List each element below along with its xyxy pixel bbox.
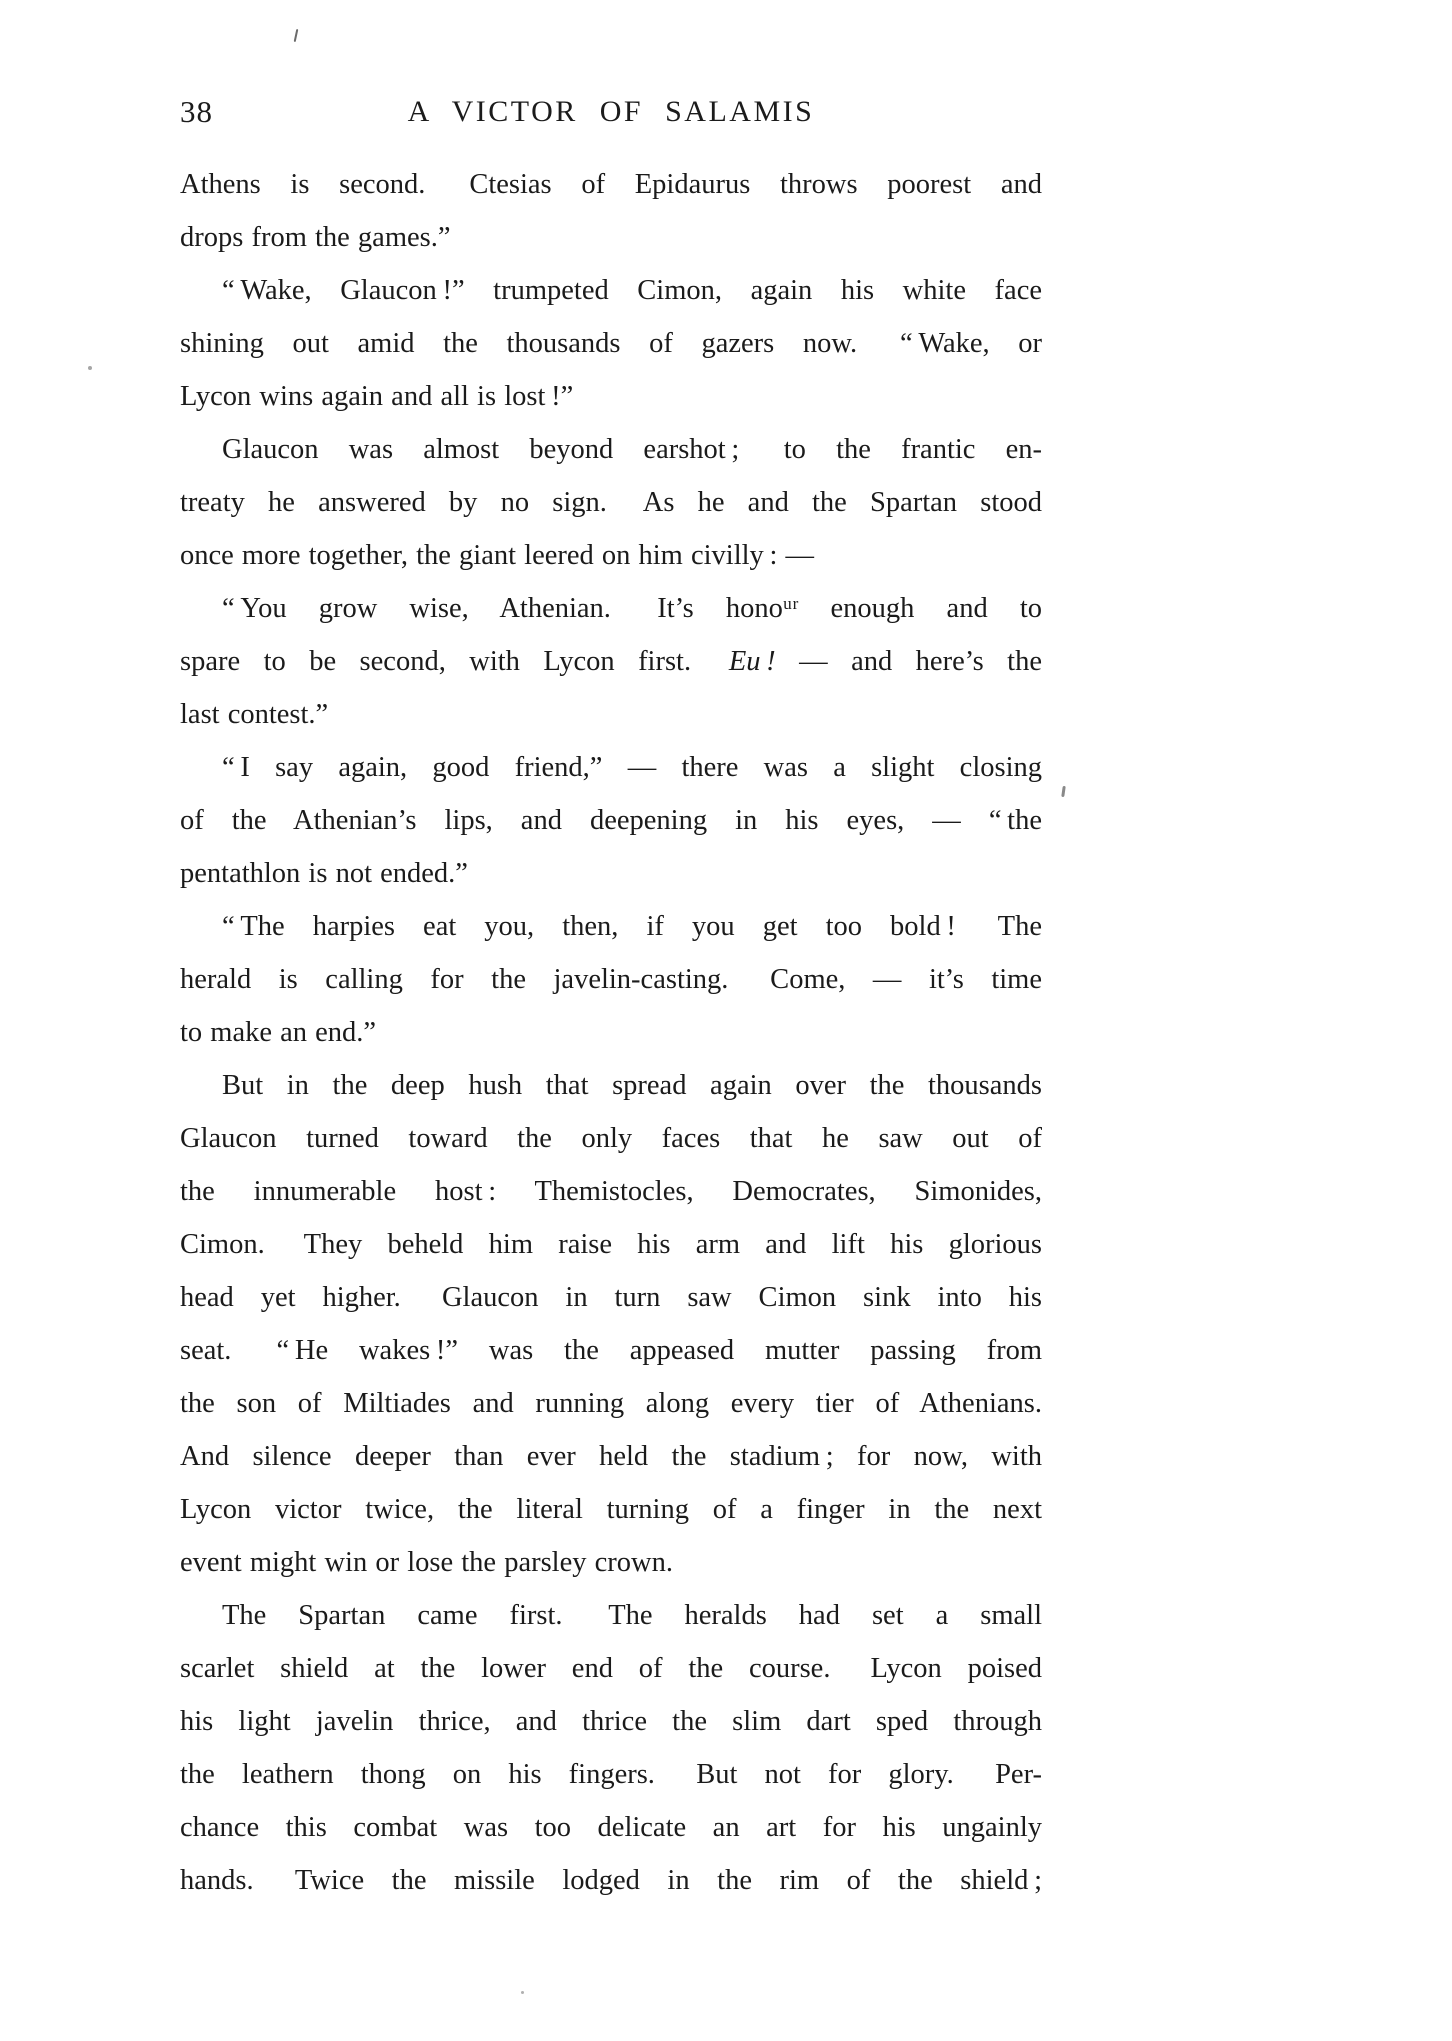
text-line: seat. “ He wakes !” was the appeased mutter passing from [180, 1335, 1042, 1366]
text-line: the leathern thong on his fingers. But not for glory. Per- [180, 1759, 1042, 1790]
scan-speck [1061, 786, 1066, 797]
text-line: drops from the games.” [180, 222, 451, 253]
text-line: herald is calling for the javelin-casting. Come, — it’s time [180, 964, 1042, 995]
text-line: his light javelin thrice, and thrice the slim dart sped through [180, 1706, 1042, 1737]
text-line: head yet higher. Glaucon in turn saw Cimon sink into his [180, 1282, 1042, 1313]
page-body [180, 158, 1042, 1907]
text-line: last contest.” [180, 699, 329, 730]
paragraph [180, 158, 1042, 264]
text-line: chance this combat was too delicate an art for his ungainly [180, 1812, 1042, 1843]
text-line: to make an end.” [180, 1017, 377, 1048]
text-line: Athens is second. Ctesias of Epidaurus throws poorest and [180, 169, 1042, 200]
paragraph [180, 1059, 1042, 1589]
scan-speck [294, 29, 299, 42]
text-line: event might win or lose the parsley crown. [180, 1547, 673, 1578]
text-line: the innumerable host : Themistocles, Democrates, Simonides, [180, 1176, 1042, 1207]
text-line: scarlet shield at the lower end of the course. Lycon poised [180, 1653, 1042, 1684]
text-line: Glaucon turned toward the only faces that he saw out of [180, 1123, 1042, 1154]
text-line: Glaucon was almost beyond earshot ; to the frantic en- [222, 434, 1042, 465]
text-line: pentathlon is not ended.” [180, 858, 468, 889]
paragraph [180, 264, 1042, 423]
text-line: Cimon. They beheld him raise his arm and lift his glorious [180, 1229, 1042, 1260]
text-line: of the Athenian’s lips, and deepening in his eyes, — “ the [180, 805, 1042, 836]
text-line: Lycon victor twice, the literal turning of a finger in the next [180, 1494, 1042, 1525]
text-line: But in the deep hush that spread again over the thousands [222, 1070, 1042, 1101]
paragraph [180, 582, 1042, 741]
text-line: “ Wake, Glaucon !” trumpeted Cimon, again his white face [222, 275, 1042, 306]
scan-speck [88, 366, 92, 370]
running-title: A VICTOR OF SALAMIS [407, 95, 815, 128]
text-line: hands. Twice the missile lodged in the rim of the shield ; [180, 1865, 1042, 1896]
text-line: And silence deeper than ever held the stadium ; for now, with [180, 1441, 1042, 1472]
text-line: The Spartan came first. The heralds had set a small [222, 1600, 1042, 1631]
paragraph [180, 741, 1042, 900]
page-number: 38 [180, 94, 213, 129]
running-head [180, 90, 1042, 134]
text-line: Lycon wins again and all is lost !” [180, 381, 574, 412]
paragraph [180, 900, 1042, 1059]
text-line: spare to be second, with Lycon first. Eu ! — and here’s the [180, 646, 1042, 677]
paragraph [180, 423, 1042, 582]
text-line: shining out amid the thousands of gazers now. “ Wake, or [180, 328, 1042, 359]
text-line: “ I say again, good friend,” — there was a slight closing [222, 752, 1042, 783]
text-line: the son of Miltiades and running along every tier of Athenians. [180, 1388, 1042, 1419]
text-line: once more together, the giant leered on him civilly : — [180, 540, 815, 571]
text-column [180, 90, 1042, 1907]
text-line: “ You grow wise, Athenian. It’s honoᵘʳ enough and to [222, 593, 1042, 624]
text-line: “ The harpies eat you, then, if you get too bold ! The [222, 911, 1042, 942]
paragraph [180, 1589, 1042, 1907]
text-line: treaty he answered by no sign. As he and the Spartan stood [180, 487, 1042, 518]
scan-speck [521, 1991, 524, 1994]
